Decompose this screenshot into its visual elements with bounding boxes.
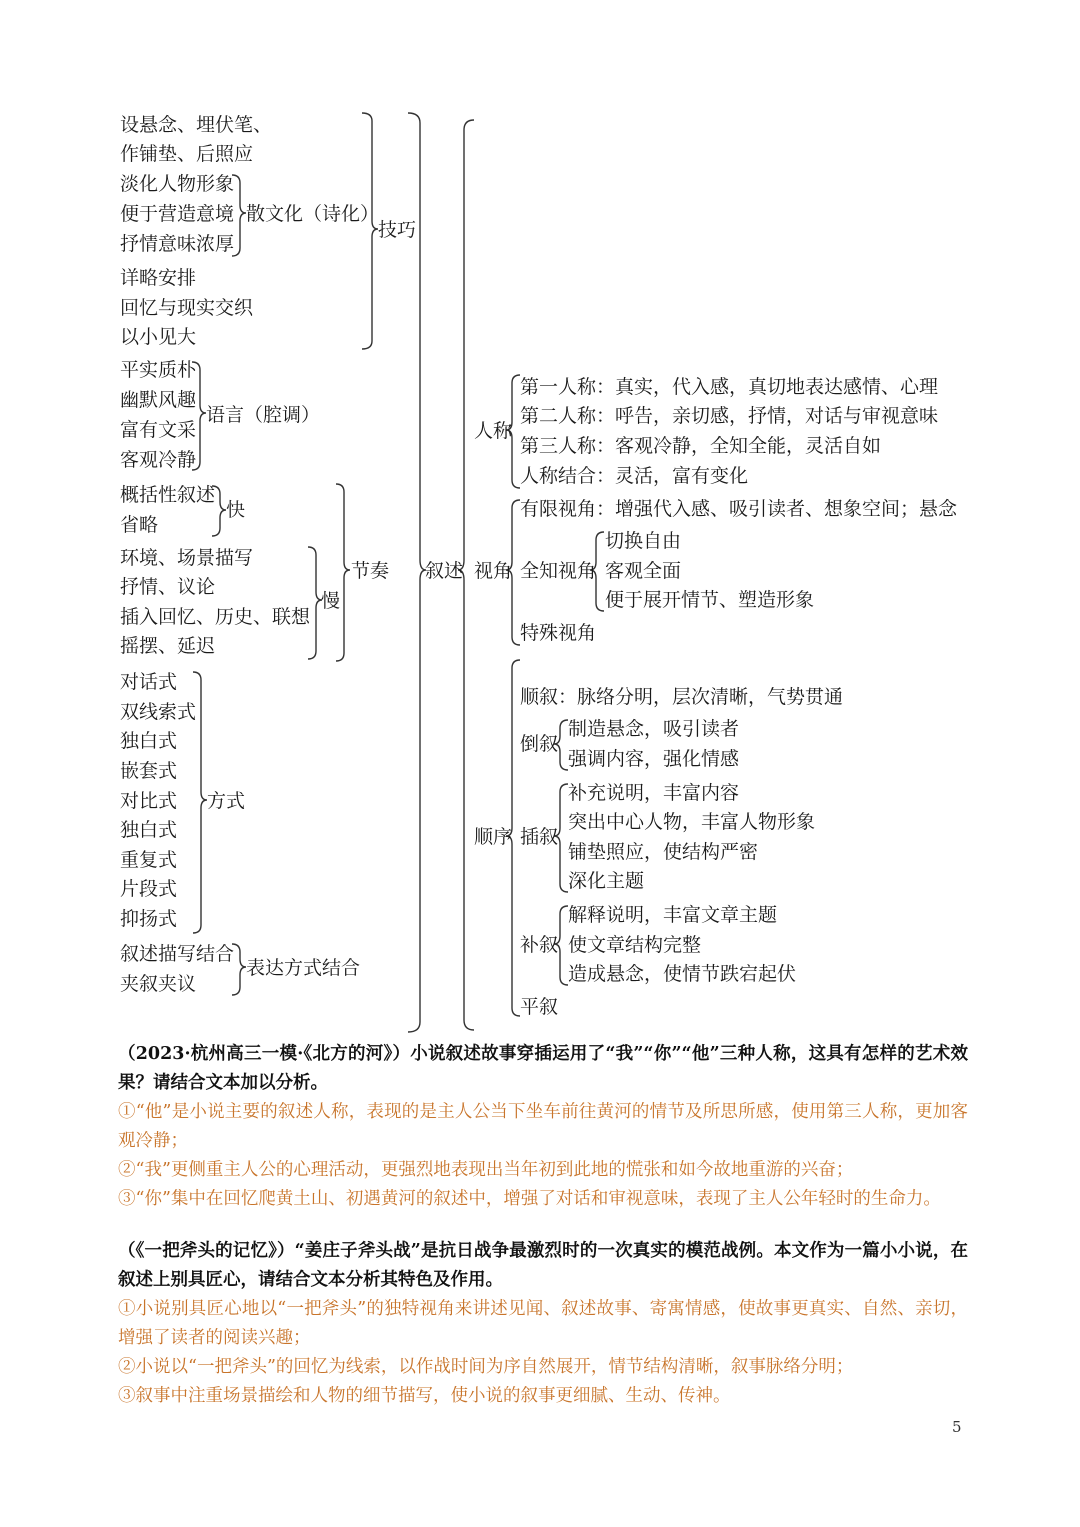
method-item-3: 独白式 xyxy=(120,730,178,752)
expression-label: 表达方式结合 xyxy=(246,957,361,979)
fast-item-2: 省略 xyxy=(120,514,159,536)
techniques-other-3: 以小见大 xyxy=(120,326,197,348)
supplement-label: 补叙 xyxy=(520,934,559,956)
supplement-item-2: 使文章结构完整 xyxy=(568,934,702,956)
chrono-order: 顺叙：脉络分明，层次清晰，气势贯通 xyxy=(520,686,844,708)
question-text: （《一把斧头的记忆》）“姜庄子斧头战”是抗日战争最激烈时的一次真实的模范战例。本文作为一篇小小说，在叙述上别具匠心，请结合文本分析其特色及作用。 xyxy=(118,1241,968,1290)
answer-item: ③叙事中注重场景描绘和人物的细节描写，使小说的叙事更细腻、生动、传神。 xyxy=(118,1386,731,1406)
slow-label: 慢 xyxy=(321,590,341,612)
question-block-1 xyxy=(118,1040,968,1214)
method-item-6: 独白式 xyxy=(120,819,178,841)
prose-item-2: 便于营造意境 xyxy=(120,203,235,225)
bracket-rhythm xyxy=(336,484,350,661)
insert-item-1: 补充说明，丰富内容 xyxy=(568,782,740,804)
expression-item-2: 夹叙夹议 xyxy=(120,973,197,995)
perspective-label: 视角 xyxy=(474,560,513,582)
rhythm-label: 节奏 xyxy=(351,560,390,582)
supplement-item-3: 造成悬念，使情节跌宕起伏 xyxy=(568,963,797,985)
question-block-2 xyxy=(118,1237,968,1411)
person-item-1: 第一人称：真实，代入感，真切地表达感情、心理 xyxy=(520,376,939,398)
insert-label: 插叙 xyxy=(520,826,559,848)
method-item-9: 抑扬式 xyxy=(120,908,178,930)
question-text: （2023·杭州高三一模·《北方的河》）小说叙述故事穿插运用了“我”“你”“他”三种人称，这具有怎样的艺术效果？请结合文本加以分析。 xyxy=(118,1044,968,1093)
answer-item: ②小说以“一把斧头”的回忆为线索，以作战时间为序自然展开，情节结构清晰，叙事脉络分明； xyxy=(118,1357,854,1377)
prose-label: 散文化（诗化） xyxy=(246,203,380,225)
order-label: 顺序 xyxy=(474,826,513,848)
page-number: 5 xyxy=(952,1418,962,1436)
language-label: 语言（腔调） xyxy=(206,404,321,426)
omniscient-label: 全知视角 xyxy=(520,560,597,582)
limited-perspective: 有限视角：增强代入感、吸引读者、想象空间；悬念 xyxy=(520,498,958,520)
techniques-other-2: 回忆与现实交织 xyxy=(120,297,254,319)
answer-item: ②“我”更侧重主人公的心理活动，更强烈地表现出当年初到此地的慌张和如今故地重游的兴奋； xyxy=(118,1160,854,1180)
fast-label: 快 xyxy=(226,499,246,521)
bracket-root-left xyxy=(408,113,426,1032)
expression-item-1: 叙述描写结合 xyxy=(120,943,235,965)
bracket-techniques xyxy=(362,113,378,349)
language-item-4: 客观冷静 xyxy=(120,449,197,471)
method-item-4: 嵌套式 xyxy=(120,760,178,782)
language-item-1: 平实质朴 xyxy=(120,359,197,381)
language-item-2: 幽默风趣 xyxy=(120,389,197,411)
slow-item-3: 插入回忆、历史、联想 xyxy=(120,606,311,628)
method-item-2: 双线索式 xyxy=(120,701,197,723)
answer-item: ①“他”是小说主要的叙述人称，表现的是主人公当下坐车前往黄河的情节及所思所感，使用第三人称，更加客观冷静； xyxy=(118,1102,968,1151)
answer-item: ③“你”集中在回忆爬黄土山、初遇黄河的叙述中，增强了对话和审视意味，表现了主人公年轻时的生命力。 xyxy=(118,1189,941,1209)
bracket-prose xyxy=(232,175,246,256)
flashback-item-2: 强调内容，强化情感 xyxy=(568,748,740,770)
method-item-8: 片段式 xyxy=(120,878,178,900)
person-label: 人称 xyxy=(474,420,513,442)
suspense-item-1: 设悬念、埋伏笔、 xyxy=(120,114,273,136)
techniques-label: 技巧 xyxy=(378,219,417,241)
person-item-2: 第二人称：呼告，亲切感，抒情，对话与审视意味 xyxy=(520,405,939,427)
method-item-1: 对话式 xyxy=(120,671,178,693)
parallel-order: 平叙 xyxy=(520,996,559,1018)
answer-item: ①小说别具匠心地以“一把斧头”的独特视角来讲述见闻、叙述故事、寄寓情感，使故事更真实、自然、亲切，增强了读者的阅读兴趣； xyxy=(118,1299,968,1348)
insert-item-4: 深化主题 xyxy=(568,870,645,892)
techniques-other-1: 详略安排 xyxy=(120,267,197,289)
method-item-7: 重复式 xyxy=(120,849,178,871)
flashback-item-1: 制造悬念，吸引读者 xyxy=(568,718,740,740)
suspense-item-2: 作铺垫、后照应 xyxy=(120,143,254,165)
person-item-4: 人称结合：灵活，富有变化 xyxy=(520,465,749,487)
language-item-3: 富有文采 xyxy=(120,419,197,441)
slow-item-4: 摇摆、延迟 xyxy=(120,635,216,657)
root-label: 叙述 xyxy=(425,560,464,582)
omniscient-item-3: 便于展开情节、塑造形象 xyxy=(605,589,815,611)
omniscient-item-1: 切换自由 xyxy=(605,530,682,552)
prose-item-1: 淡化人物形象 xyxy=(120,173,235,195)
insert-item-2: 突出中心人物，丰富人物形象 xyxy=(568,811,816,833)
bracket-expression xyxy=(232,944,246,995)
omniscient-item-2: 客观全面 xyxy=(605,560,682,582)
slow-item-1: 环境、场景描写 xyxy=(120,547,254,569)
bracket-slow xyxy=(308,547,322,659)
person-item-3: 第三人称：客观冷静，全知全能，灵活自如 xyxy=(520,435,882,457)
fast-item-1: 概括性叙述 xyxy=(120,484,216,506)
supplement-item-1: 解释说明，丰富文章主题 xyxy=(568,904,778,926)
prose-item-3: 抒情意味浓厚 xyxy=(120,233,235,255)
insert-item-3: 铺垫照应，使结构严密 xyxy=(568,841,759,863)
special-perspective: 特殊视角 xyxy=(520,622,597,644)
slow-item-2: 抒情、议论 xyxy=(120,576,216,598)
method-item-5: 对比式 xyxy=(120,790,178,812)
methods-label: 方式 xyxy=(207,790,246,812)
flashback-label: 倒叙 xyxy=(520,733,559,755)
